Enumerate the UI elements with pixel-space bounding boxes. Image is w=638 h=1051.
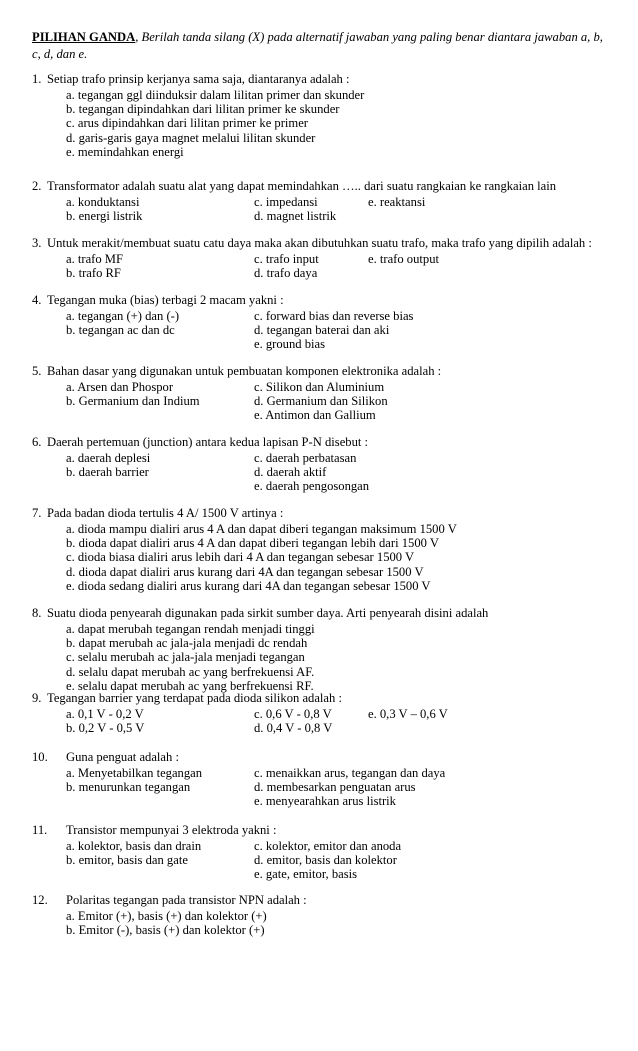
question-number: 8. (32, 606, 42, 620)
answer-option: c. trafo input (254, 252, 319, 266)
question-number: 5. (32, 364, 42, 378)
answer-option: b. trafo RF (66, 266, 121, 281)
instructions-text: , Berilah tanda silang (X) pada alternatif jawaban yang paling benar diantara jawaban a, b, c, d, dan e. (32, 30, 603, 61)
answer-option: e. Antimon dan Gallium (254, 408, 376, 423)
question-number: 7. (32, 506, 42, 520)
answer-option: b. dioda dapat dialiri arus 4 A dan dapat diberi tegangan lebih dari 1500 V (66, 536, 439, 551)
answer-option: b. menurunkan tegangan (66, 780, 191, 795)
question-text: Guna penguat adalah : (66, 750, 179, 764)
question-number: 3. (32, 236, 42, 250)
answer-option: d. daerah aktif (254, 465, 327, 480)
question-number: 1. (32, 72, 42, 86)
answer-option: e. daerah pengosongan (254, 479, 370, 494)
question-text: Pada badan dioda tertulis 4 A/ 1500 V artinya : (47, 506, 284, 520)
question-text: Setiap trafo prinsip kerjanya sama saja, diantaranya adalah : (47, 72, 350, 86)
answer-option: b. tegangan ac dan dc (66, 323, 175, 338)
instructions (32, 29, 612, 63)
question-text: Daerah pertemuan (junction) antara kedua lapisan P-N disebut : (47, 435, 369, 449)
answer-option: b. emitor, basis dan gate (66, 853, 188, 868)
answer-option: b. 0,2 V - 0,5 V (66, 721, 145, 736)
answer-option: a. daerah deplesi (66, 451, 151, 465)
answer-option: e. memindahkan energi (66, 144, 184, 159)
answer-option: d. membesarkan penguatan arus (254, 780, 416, 795)
answer-option: c. 0,6 V - 0,8 V (254, 707, 332, 721)
answer-option: d. trafo daya (254, 266, 318, 281)
question-number: 10. (32, 750, 48, 764)
answer-option: d. 0,4 V - 0,8 V (254, 721, 333, 736)
question-number: 6. (32, 435, 42, 449)
answer-option: c. daerah perbatasan (254, 451, 357, 465)
instructions-heading: PILIHAN GANDA (32, 30, 136, 44)
question-number: 2. (32, 179, 42, 193)
question-number: 11. (32, 823, 48, 837)
answer-option: a. dapat merubah tegangan rendah menjadi tinggi (66, 622, 315, 636)
answer-option: c. forward bias dan reverse bias (254, 309, 414, 323)
question-text: Bahan dasar yang digunakan untuk pembuatan komponen elektronika adalah : (47, 364, 442, 378)
answer-option: d. garis-garis gaya magnet melalui lilitan skunder (66, 130, 316, 145)
answer-option: a. Emitor (+), basis (+) dan kolektor (+) (66, 909, 267, 923)
answer-option: a. kolektor, basis dan drain (66, 839, 202, 853)
answer-option: e. gate, emitor, basis (254, 867, 358, 882)
answer-option: e. 0,3 V – 0,6 V (368, 707, 448, 721)
answer-option: e. reaktansi (368, 195, 426, 209)
answer-option: e. menyearahkan arus listrik (254, 794, 396, 809)
answer-option: b. daerah barrier (66, 465, 149, 480)
answer-option: c. impedansi (254, 195, 318, 209)
answer-option: e. trafo output (368, 252, 439, 266)
answer-option: d. emitor, basis dan kolektor (254, 853, 397, 868)
question-text: Transistor mempunyai 3 elektroda yakni : (66, 823, 277, 837)
answer-option: d. dioda dapat dialiri arus kurang dari 4A dan tegangan sebesar 1500 V (66, 564, 424, 579)
answer-option: a. 0,1 V - 0,2 V (66, 707, 144, 721)
answer-option: b. tegangan dipindahkan dari lilitan primer ke skunder (66, 102, 340, 117)
question-text: Tegangan barrier yang terdapat pada dioda silikon adalah : (47, 691, 342, 705)
answer-option: a. tegangan ggl diinduksir dalam lilitan primer dan skunder (66, 88, 365, 102)
answer-option: b. energi listrik (66, 209, 143, 224)
answer-option: a. tegangan (+) dan (-) (66, 309, 180, 323)
answer-option: c. kolektor, emitor dan anoda (254, 839, 402, 853)
question-text: Polaritas tegangan pada transistor NPN adalah : (66, 893, 307, 907)
question-text: Tegangan muka (bias) terbagi 2 macam yakni : (47, 293, 284, 307)
question-text: Untuk merakit/membuat suatu catu daya maka akan dibutuhkan suatu trafo, maka trafo yang dipilih adalah : (47, 236, 592, 250)
question-text: Transformator adalah suatu alat yang dapat memindahkan ….. dari suatu rangkaian ke rangkaian lain (47, 179, 557, 193)
answer-option: a. konduktansi (66, 195, 140, 209)
answer-option: a. trafo MF (66, 252, 124, 266)
answer-option: c. arus dipindahkan dari lilitan primer ke primer (66, 116, 308, 131)
answer-option: c. selalu merubah ac jala-jala menjadi tegangan (66, 650, 305, 665)
question-number: 12. (32, 893, 48, 907)
question-number: 9. (32, 691, 42, 705)
answer-option: a. Menyetabilkan tegangan (66, 766, 203, 780)
answer-option: d. tegangan baterai dan aki (254, 323, 390, 338)
question-number: 4. (32, 293, 42, 307)
answer-option: e. ground bias (254, 337, 325, 352)
answer-option: b. dapat merubah ac jala-jala menjadi dc rendah (66, 636, 308, 651)
answer-option: b. Germanium dan Indium (66, 394, 200, 409)
answer-option: d. Germanium dan Silikon (254, 394, 388, 409)
answer-option: e. selalu dapat merubah ac yang berfrekuensi RF. (66, 678, 314, 693)
answer-option: c. Silikon dan Aluminium (254, 380, 385, 394)
answer-option: c. dioda biasa dialiri arus lebih dari 4 A dan tegangan sebesar 1500 V (66, 550, 415, 565)
answer-option: d. selalu dapat merubah ac yang berfrekuensi AF. (66, 664, 315, 679)
answer-option: b. Emitor (-), basis (+) dan kolektor (+) (66, 923, 265, 938)
question-text: Suatu dioda penyearah digunakan pada sirkit sumber daya. Arti penyearah disini adalah (47, 606, 489, 620)
answer-option: a. dioda mampu dialiri arus 4 A dan dapat diberi tegangan maksimum 1500 V (66, 522, 457, 536)
answer-option: e. dioda sedang dialiri arus kurang dari 4A dan tegangan sebesar 1500 V (66, 578, 431, 593)
answer-option: a. Arsen dan Phospor (66, 380, 174, 394)
answer-option: d. magnet listrik (254, 209, 337, 224)
answer-option: c. menaikkan arus, tegangan dan daya (254, 766, 446, 780)
